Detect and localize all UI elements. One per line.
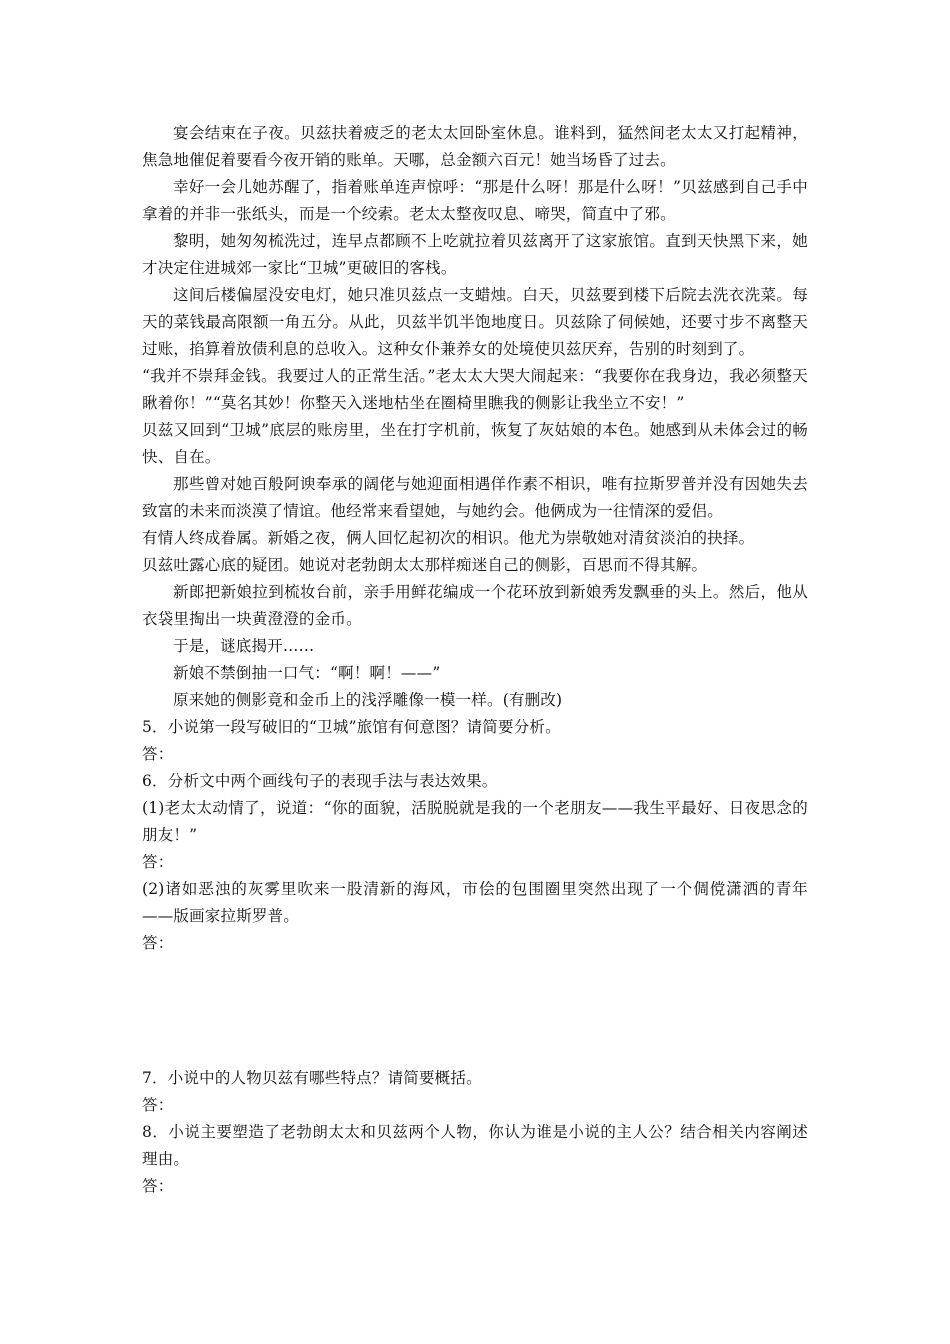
story-paragraph-9: 贝兹吐露心底的疑团。她说对老勃朗太太那样痴迷自己的侧影，百思而不得其解。 <box>142 556 708 574</box>
story-paragraph-1: 宴会结束在子夜。贝兹扶着疲乏的老太太回卧室休息。谁料到，猛然间老太太又打起精神，焦急地催促着要看今夜开销的账单。天哪，总金额六百元！她当场昏了过去。 <box>142 124 808 169</box>
answer-label-6-2: 答： <box>142 934 174 952</box>
answer-label-6-1: 答： <box>142 853 174 871</box>
answer-label-5: 答： <box>142 745 174 763</box>
question-6-2: (2)诸如恶浊的灰雾里吹来一股清新的海风，市侩的包围圈里突然出现了一个倜傥潇洒的青年——版画家拉斯罗普。 <box>142 880 808 925</box>
question-6-1: (1)老太太动情了，说道：“你的面貌，活脱脱就是我的一个老朋友——我生平最好、日夜思念的朋友！” <box>142 799 808 844</box>
question-7: 7．小说中的人物贝兹有哪些特点？请简要概括。 <box>142 1069 482 1087</box>
story-paragraph-12: 新娘不禁倒抽一口气：“啊！啊！——” <box>173 664 441 682</box>
answer-space <box>142 957 808 1065</box>
document-body <box>142 120 808 1200</box>
story-paragraph-10: 新郎把新娘拉到梳妆台前，亲手用鲜花编成一个花环放到新娘秀发飘垂的头上。然后，他从衣袋里掏出一块黄澄澄的金币。 <box>142 583 808 628</box>
story-paragraph-11: 于是，谜底揭开…… <box>173 637 315 655</box>
question-8: 8．小说主要塑造了老勃朗太太和贝兹两个人物，你认为谁是小说的主人公？结合相关内容阐述理由。 <box>142 1123 808 1168</box>
question-6: 6．分析文中两个画线句子的表现手法与表达效果。 <box>142 772 498 790</box>
story-paragraph-3: 黎明，她匆匆梳洗过，连早点都顾不上吃就拉着贝兹离开了这家旅馆。直到天快黑下来，她才决定住进城郊一家比“卫城”更破旧的客栈。 <box>142 232 808 277</box>
question-5: 5．小说第一段写破旧的“卫城”旅馆有何意图？请简要分析。 <box>142 718 561 736</box>
story-paragraph-2: 幸好一会儿她苏醒了，指着账单连声惊呼：“那是什么呀！那是什么呀！”贝兹感到自己手中拿着的并非一张纸头，而是一个绞索。老太太整夜叹息、啼哭，简直中了邪。 <box>142 178 808 223</box>
story-paragraph-7: 那些曾对她百般阿谀奉承的阔佬与她迎面相遇佯作素不相识，唯有拉斯罗普并没有因她失去致富的未来而淡漠了情谊。他经常来看望她，与她约会。他俩成为一往情深的爱侣。 <box>142 475 808 520</box>
story-paragraph-4: 这间后楼偏屋没安电灯，她只准贝兹点一支蜡烛。白天，贝兹要到楼下后院去洗衣洗菜。每天的菜钱最高限额一角五分。从此，贝兹半饥半饱地度日。贝兹除了伺候她，还要寸步不离整天过账，掐算着放债利息的总收入。这种女仆兼养女的处境使贝兹厌弃，告别的时刻到了。 <box>142 286 808 358</box>
story-paragraph-5: “我并不崇拜金钱。我要过人的正常生活。”老太太大哭大闹起来：“我要你在我身边，我必须整天瞅着你！”“莫名其妙！你整天入迷地枯坐在圈椅里瞧我的侧影让我坐立不安！” <box>142 367 808 412</box>
answer-label-7: 答： <box>142 1096 174 1114</box>
answer-label-8: 答： <box>142 1177 174 1195</box>
story-paragraph-6: 贝兹又回到“卫城”底层的账房里，坐在打字机前，恢复了灰姑娘的本色。她感到从未体会过的畅快、自在。 <box>142 421 808 466</box>
story-paragraph-8: 有情人终成眷属。新婚之夜，俩人回忆起初次的相识。他尤为崇敬她对清贫淡泊的抉择。 <box>142 529 755 547</box>
story-paragraph-13: 原来她的侧影竟和金币上的浅浮雕像一模一样。(有删改) <box>173 691 563 709</box>
